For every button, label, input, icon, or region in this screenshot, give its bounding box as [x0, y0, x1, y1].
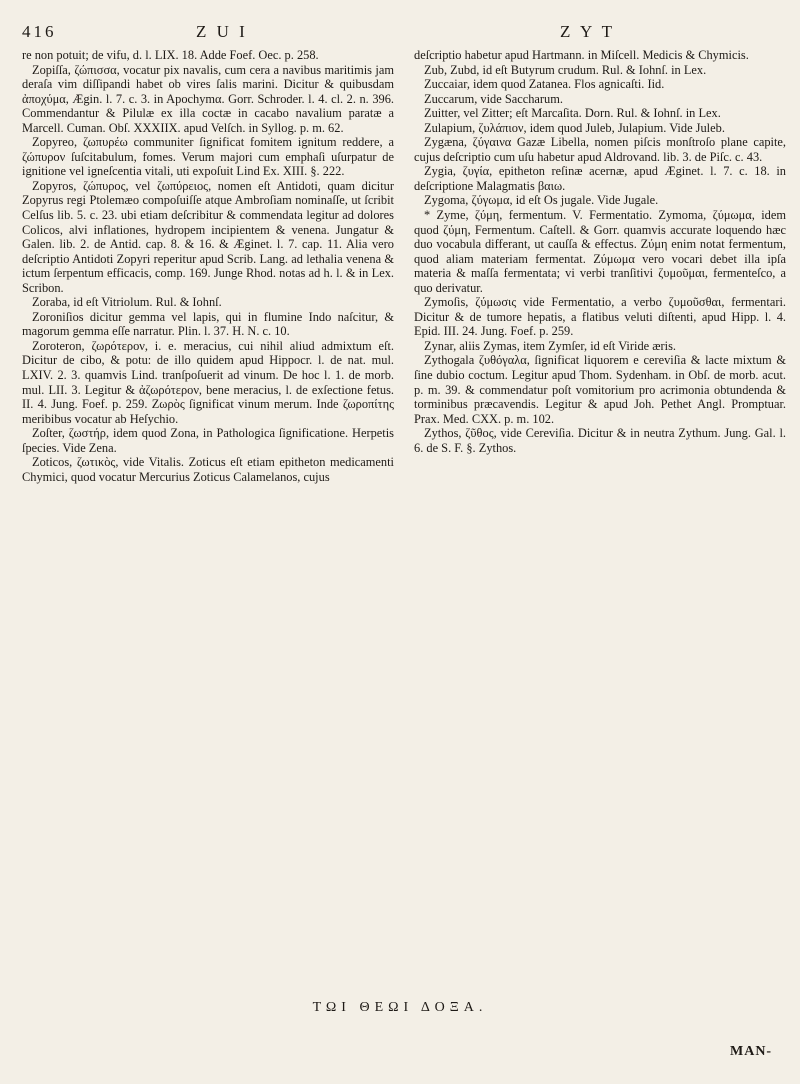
- entry-continuation: re non potuit; de vifu, d. l. LIX. 18. Adde Foef. Oec. p. 258.: [22, 48, 319, 62]
- entry-zoraba: Zoraba, id eſt Vitriolum. Rul. & Iohnſ.: [32, 295, 222, 310]
- entry-continuation: deſcriptio habetur apud Hartmann. in Miſcell. Medicis & Chymicis.: [414, 48, 749, 62]
- catchword: MAN-: [730, 1044, 773, 1059]
- closing-doxology: ΤΩΙ ΘΕΩΙ ΔΟΞΑ.: [312, 1000, 488, 1015]
- entry-zopissa: Zopiſſa, ζώπισσα, vocatur pix navalis, cum cera a navibus maritimis jam deraſa vim diſſipandi habet ob vires ſalis marini. Dicitur & quibusdam ἀποχύμα, Ægin. l. 7. c. 3. in Apochymα. Gorr. Schroder. l. 4. cl. 2. n. 396. Commendantur & Pilulæ ex illa coctæ in cacabo navalium paratæ a Marcell. Cuman. Obſ. XXXIIX. apud Velſch. in Syllog. p. m. 62.: [22, 62, 394, 135]
- running-head-left: Z U I: [196, 22, 248, 41]
- entry-zulapium: Zulapium, ζυλάπιον, idem quod Juleb, Julapium. Vide Juleb.: [424, 120, 725, 135]
- entry-zopyreo: Zopyreo, ζωπυρέω communiter ſignificat fomitem ignitum reddere, a ζώπυρον ſuſcitabulum, fomes. Verum majori cum emphaſi uſurpatur de ignitione vel igneſcentia vitali, uti expoſuit Lind Ex. XIII. §. 222.: [22, 135, 394, 179]
- page-number: 416: [22, 22, 57, 41]
- entry-zythos: Zythos, ζῦθος, vide Cereviſia. Dicitur & in neutra Zythum. Jung. Gal. l. 6. de S. F. §. Zythos.: [414, 426, 786, 455]
- entry-zub: Zub, Zubd, id eſt Butyrum crudum. Rul. & Iohnſ. in Lex.: [424, 62, 707, 77]
- entry-zuccarum: Zuccarum, vide Saccharum.: [424, 91, 563, 106]
- entry-zoroteron: Zoroteron, ζωρότερον, i. e. meracius, cui nihil aliud admixtum eſt. Dicitur de cibo, & potu: de illo quidem apud Hippocr. l. de nat. mul. LXIV. 2. 3. quamvis Lind. tranſpoſuerit ad vinum. De hoc l. 1. de morb. mul. LII. 3. Legitur & ἀζωρότερον, bene meracius, l. de exſectione fetus. II. 4. Jung. Foef. p. 259. Ζωρὸς ſignificat vinum merum. Inde ζωροπίτης meribibus vocatur ab Heſychio.: [22, 338, 394, 426]
- running-head-right: Z Y T: [560, 22, 615, 41]
- entry-zoster: Zoſter, ζωστήρ, idem quod Zona, in Pathologica ſignificatione. Herpetis ſpecies. Vide Zena.: [22, 426, 394, 455]
- entry-zoticos: Zoticos, ζωτικὸς, vide Vitalis. Zoticus eſt etiam epitheton medicamenti Chymici, quod vocatur Mercurius Zoticus Calamelanos, cujus: [22, 455, 394, 484]
- entry-zygoma: Zygoma, ζύγωμα, id eſt Os jugale. Vide Jugale.: [424, 193, 659, 208]
- entry-zymosis: Zymoſis, ζύμωσις vide Fermentatio, a verbo ζυμοῦσθαι, fermentari. Dicitur & de tumore hepatis, a flatibus veluti diſtenti, apud Hipp. l. 4. Epid. III. 24. Jung. Foef. p. 259.: [414, 295, 786, 339]
- entry-zygia: Zygia, ζυγία, epitheton reſinæ acernæ, apud Æginet. l. 7. c. 18. in deſcriptione Malagmatis βαιω.: [414, 164, 786, 193]
- entry-zopyros: Zopyros, ζώπυρος, vel ζωπύρειος, nomen eſt Antidoti, quam dicitur Zopyrus regi Ptolemæo compoſuiſſe atque Ambroſiam nominaſſe, ut ſcribit Celſus lib. 5. c. 23. ubi etiam deſcribitur & commendata legitur ad dolores Colicos, alvi inflationes, hydropem incipientem & venena. Jungatur & Galen. lib. 2. de Antid. cap. 8. & 16. & Æginet. l. 7. cap. 11. Alia vero deſcriptio Antidoti Zopyri reperitur apud Scrib. Lang. ad lethalia venena & ictum ſerpentum efficacis, comp. 169. Junge Rhod. notas ad h. l. & in Lex. Scribon.: [22, 178, 394, 295]
- right-column: [414, 48, 786, 455]
- entry-zoronisios: Zoroniſios dicitur gemma vel lapis, qui in flumine Indo naſcitur, & magorum gemma eſſe narratur. Plin. l. 37. H. N. c. 10.: [22, 309, 394, 339]
- entry-zynar: Zynar, aliis Zymas, item Zymſer, id eſt Viride æris.: [424, 338, 676, 353]
- entry-zythogala: Zythogala ζυθόγαλα, ſignificat liquorem e cereviſia & lacte mixtum & ſine dubio coctum. Legitur apud Thom. Sydenham. in Obſ. de morb. acut. p. m. 39. & commendatur poſt vomitorium pro acrimonia obtundenda & torminibus præcavendis. Legitur & apud Joh. Pethet Angl. Promptuar. Prax. Med. CXX. p. m. 102.: [414, 353, 786, 426]
- entry-zyme: * Zyme, ζύμη, fermentum. V. Fermentatio. Zymoma, ζύμωμα, idem quod ζύμη, Fermentum. Caſtell. & Gorr. quamvis accurate loquendo hæc duo vocabula differant, ut cauſſa & effectus. Ζύμη enim notat fermentum, quod aliam materiam fermentat. Ζύμωμα vero vocari debet illa ipſa materia & maſſa fermentata; vi verbi tranſitivi ζυμοῦμαι, fermenteſco, a quo derivatur.: [414, 208, 786, 295]
- entry-zuccaiar: Zuccaiar, idem quod Zatanea. Flos agnicaſti. Iid.: [424, 77, 665, 92]
- left-column: [22, 48, 394, 484]
- entry-zuitter: Zuitter, vel Zitter; eſt Marcaſita. Dorn. Rul. & Iohnſ. in Lex.: [424, 106, 721, 121]
- entry-zygaena: Zygæna, ζύγαινα Gazæ Libella, nomen piſcis monſtroſo plane capite, cujus deſcriptio cum uſu habetur apud Aldrovand. lib. 3. de Piſc. c. 43.: [414, 135, 786, 164]
